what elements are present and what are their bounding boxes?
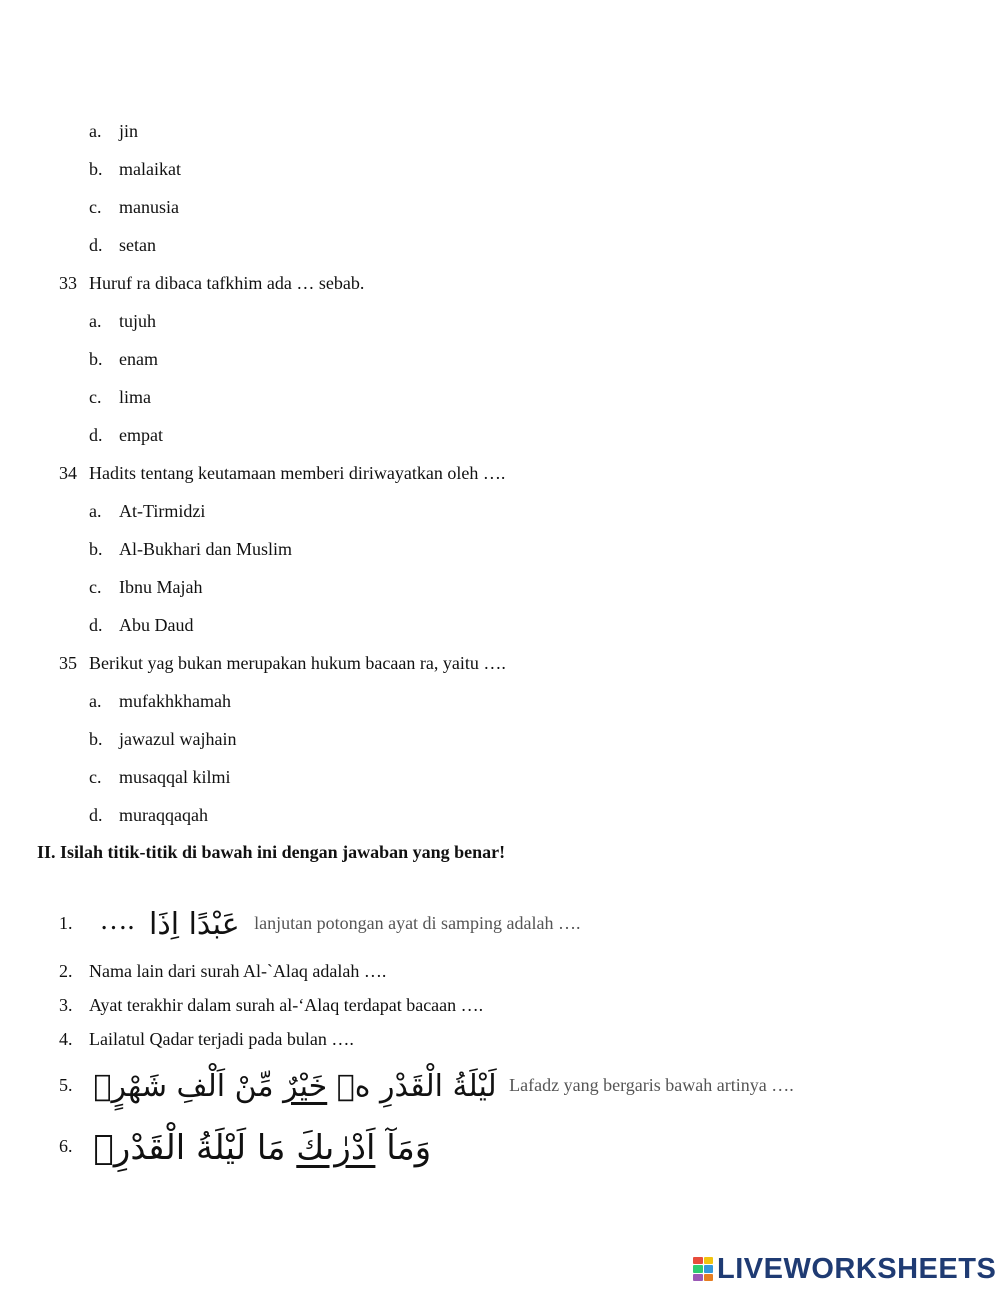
- q35-option-b[interactable]: [89, 728, 236, 750]
- q34-option-b[interactable]: [89, 538, 292, 560]
- fill-item-6: [59, 1118, 431, 1174]
- item-text: Lafadz yang bergaris bawah artinya ….: [509, 1075, 794, 1095]
- option-text: jin: [119, 121, 139, 141]
- item-number: 5.: [59, 1075, 73, 1095]
- option-text: tujuh: [119, 311, 157, 331]
- q35-option-a[interactable]: [89, 690, 231, 712]
- option-letter: a.: [89, 121, 102, 141]
- fill-item-4: [59, 1028, 354, 1050]
- liveworksheets-logo[interactable]: [693, 1254, 996, 1284]
- item-number: 2.: [59, 961, 73, 981]
- q32-option-a[interactable]: [89, 120, 138, 142]
- option-text: manusia: [119, 197, 179, 217]
- item-number: 1.: [59, 913, 73, 933]
- option-text: At-Tirmidzi: [119, 501, 206, 521]
- option-letter: d.: [89, 235, 103, 255]
- option-letter: b.: [89, 539, 103, 559]
- option-letter: d.: [89, 805, 103, 825]
- item-number: 3.: [59, 995, 73, 1015]
- question-text: Hadits tentang keutamaan memberi diriwayatkan oleh ….: [89, 463, 506, 483]
- option-text: setan: [119, 235, 156, 255]
- q35-option-d[interactable]: [89, 804, 208, 826]
- arabic-part-2: مَا لَيْلَةُ الْقَدْرِۗ: [93, 1127, 297, 1168]
- option-letter: d.: [89, 615, 103, 635]
- item-text: Nama lain dari surah Al-`Alaq adalah ….: [89, 961, 387, 981]
- q33-option-a[interactable]: [89, 310, 156, 332]
- option-letter: b.: [89, 729, 103, 749]
- item-number: 6.: [59, 1136, 73, 1156]
- option-text: Abu Daud: [119, 615, 194, 635]
- section-title: II. Isilah titik-titik di bawah ini dengan jawaban yang benar!: [37, 842, 506, 862]
- item-text: Ayat terakhir dalam surah al-‘Alaq terdapat bacaan ….: [89, 995, 484, 1015]
- question-number: 35: [59, 653, 77, 673]
- fill-item-2: [59, 960, 386, 982]
- option-text: musaqqal kilmi: [119, 767, 231, 787]
- option-letter: c.: [89, 197, 102, 217]
- question-number: 34: [59, 463, 77, 483]
- q34-option-d[interactable]: [89, 614, 194, 636]
- option-text: empat: [119, 425, 163, 445]
- logo-text: LIVEWORKSHEETS: [717, 1252, 997, 1285]
- option-letter: c.: [89, 387, 102, 407]
- q34-option-a[interactable]: [89, 500, 205, 522]
- option-text: muraqqaqah: [119, 805, 208, 825]
- q34-option-c[interactable]: [89, 576, 202, 598]
- item-text: Lailatul Qadar terjadi pada bulan ….: [89, 1029, 354, 1049]
- option-letter: c.: [89, 577, 102, 597]
- option-text: Al-Bukhari dan Muslim: [119, 539, 292, 559]
- q32-option-c[interactable]: [89, 196, 179, 218]
- arabic-underlined: خَيْرٌ: [283, 1068, 328, 1104]
- question-number: 33: [59, 273, 77, 293]
- option-letter: b.: [89, 159, 103, 179]
- item-text: lanjutan potongan ayat di samping adalah ….: [254, 913, 581, 933]
- q33-option-d[interactable]: [89, 424, 163, 446]
- option-letter: d.: [89, 425, 103, 445]
- answer-blank[interactable]: ….: [99, 905, 135, 936]
- arabic-part-1: وَمَآ: [375, 1127, 432, 1168]
- option-text: enam: [119, 349, 158, 369]
- fill-item-5: [59, 1060, 794, 1110]
- question-text: Huruf ra dibaca tafkhim ada … sebab.: [89, 273, 365, 293]
- arabic-part-2: مِّنْ اَلْفِ شَهْرٍۗ: [93, 1068, 284, 1104]
- option-letter: a.: [89, 691, 102, 711]
- arabic-underlined: اَدْرٰىكَ: [296, 1127, 376, 1168]
- question-33: [59, 272, 364, 294]
- option-letter: a.: [89, 311, 102, 331]
- option-text: malaikat: [119, 159, 181, 179]
- q33-option-b[interactable]: [89, 348, 158, 370]
- arabic-verse: [94, 1120, 432, 1176]
- option-text: jawazul wajhain: [119, 729, 237, 749]
- item-number: 4.: [59, 1029, 73, 1049]
- option-letter: a.: [89, 501, 102, 521]
- option-letter: b.: [89, 349, 103, 369]
- q33-option-c[interactable]: [89, 386, 151, 408]
- option-text: lima: [119, 387, 151, 407]
- question-34: [59, 462, 505, 484]
- option-text: Ibnu Majah: [119, 577, 203, 597]
- option-text: mufakhkhamah: [119, 691, 231, 711]
- arabic-verse: عَبْدًا اِذَا: [149, 906, 240, 942]
- fill-item-3: [59, 994, 483, 1016]
- arabic-part-1: لَيْلَةُ الْقَدْرِ ەۙ: [327, 1068, 497, 1104]
- logo-grid-icon: [693, 1257, 713, 1281]
- arabic-verse: [94, 1062, 497, 1112]
- q32-option-b[interactable]: [89, 158, 181, 180]
- question-35: [59, 652, 506, 674]
- q32-option-d[interactable]: [89, 234, 156, 256]
- q35-option-c[interactable]: [89, 766, 231, 788]
- question-text: Berikut yag bukan merupakan hukum bacaan ra, yaitu ….: [89, 653, 506, 673]
- option-letter: c.: [89, 767, 102, 787]
- fill-item-1: [59, 896, 581, 946]
